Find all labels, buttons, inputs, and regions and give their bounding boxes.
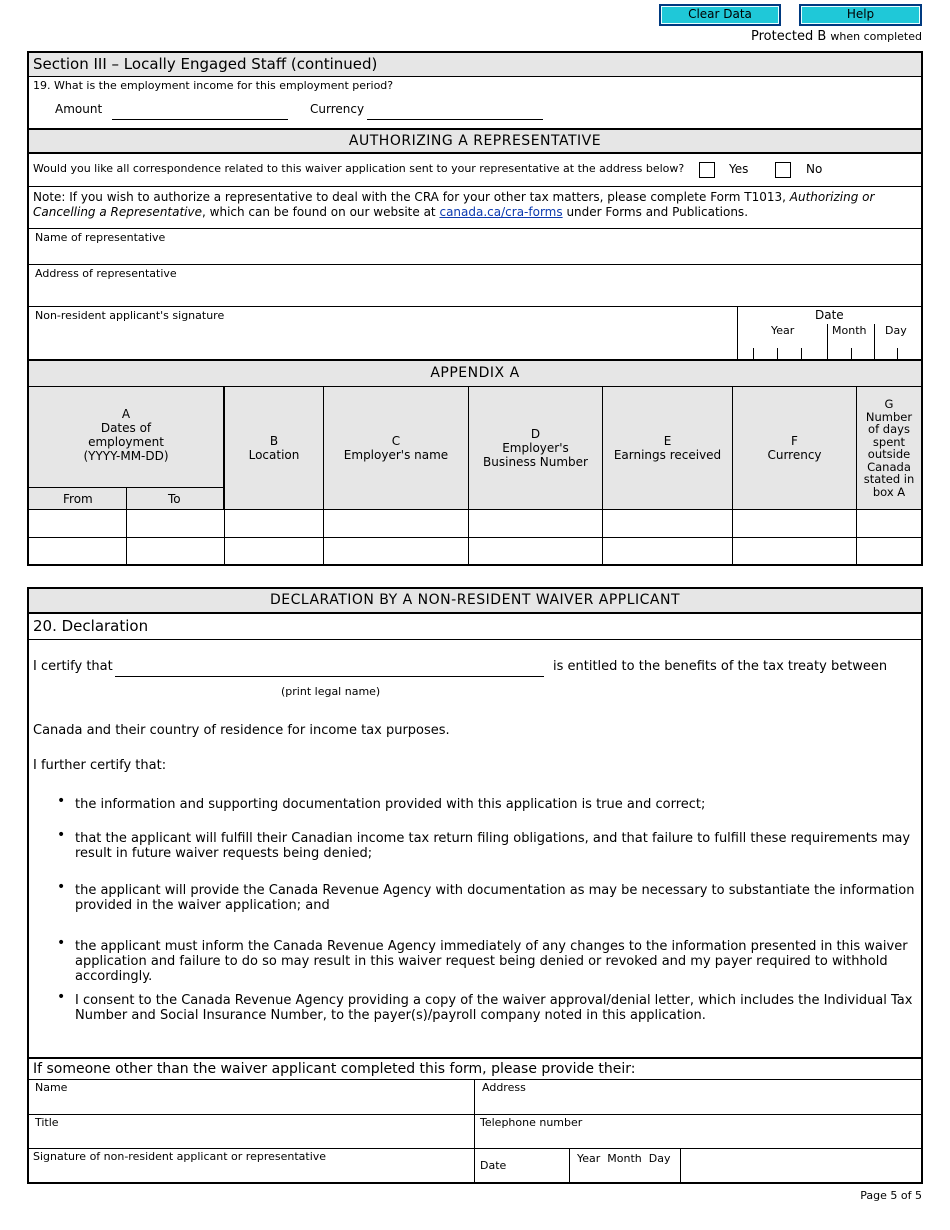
col-c-title: Employer's name xyxy=(343,448,449,462)
col-f-title: Currency xyxy=(767,448,822,462)
declaration-heading: DECLARATION BY A NON-RESIDENT WAIVER APPLICANT xyxy=(269,592,681,608)
from-cell[interactable] xyxy=(29,538,127,564)
date-input[interactable] xyxy=(737,346,921,360)
currency-input[interactable] xyxy=(367,119,543,120)
month-label: Month xyxy=(832,324,867,337)
days-cell[interactable] xyxy=(857,510,921,537)
earnings-cell[interactable] xyxy=(603,510,733,537)
final-signature-row xyxy=(29,1149,921,1184)
col-a-title: Dates of employment (YYYY-MM-DD) xyxy=(83,421,169,463)
final-date-input[interactable] xyxy=(682,1149,921,1184)
col-d-header xyxy=(469,387,603,509)
other-address-label: Address xyxy=(482,1081,526,1094)
authorize-header xyxy=(29,129,921,153)
bullet-3: • xyxy=(57,879,66,895)
appendix-table xyxy=(29,387,921,564)
to-cell[interactable] xyxy=(127,510,225,537)
protected-label: Protected B xyxy=(751,29,827,44)
yes-label: Yes xyxy=(729,162,749,176)
business-number-cell[interactable] xyxy=(469,510,603,537)
date-label: Date xyxy=(815,308,844,322)
table-row xyxy=(29,538,921,564)
protected-b-label xyxy=(751,29,922,44)
note-mid: , which can be found on our website at xyxy=(202,205,436,219)
certify-prefix: I certify that xyxy=(33,659,113,674)
bullet-5: • xyxy=(57,989,66,1005)
col-b-letter: B xyxy=(269,434,279,448)
bullet-text-5: I consent to the Canada Revenue Agency providing a copy of the waiver approval/denial letter, which includes the Individual Tax Number and Social Insurance Number, to the payer(s)/payroll company noted in this application. xyxy=(75,993,913,1023)
clear-data-button[interactable]: Clear Data xyxy=(659,4,781,26)
bullet-1: • xyxy=(57,793,66,809)
appendix-heading: APPENDIX A xyxy=(430,365,520,381)
note-prefix: Note: If you wish to authorize a representative to deal with the CRA for your other tax matters, please complete Form T1013, xyxy=(33,190,786,204)
col-d-title: Employer's Business Number xyxy=(483,441,588,469)
print-name-label: (print legal name) xyxy=(281,685,381,698)
section3-box xyxy=(27,51,923,566)
to-cell[interactable] xyxy=(127,538,225,564)
correspondence-question: Would you like all correspondence related to this waiver application sent to your representative at the address below? xyxy=(33,162,685,175)
correspondence-row xyxy=(29,153,921,187)
to-label: To xyxy=(168,492,181,506)
certify-line2: Canada and their country of residence for income tax purposes. xyxy=(33,723,450,738)
currency-label: Currency xyxy=(310,102,365,116)
bullet-2: • xyxy=(57,827,66,843)
other-title-field[interactable] xyxy=(29,1115,475,1148)
employer-name-cell[interactable] xyxy=(324,538,469,564)
cra-forms-link[interactable]: canada.ca/cra-forms xyxy=(439,205,563,219)
section3-title: Section III – Locally Engaged Staff (continued) xyxy=(33,55,378,73)
from-label: From xyxy=(63,492,93,506)
authorize-heading: AUTHORIZING A REPRESENTATIVE xyxy=(348,133,602,149)
other-name-label: Name xyxy=(35,1081,68,1094)
help-button[interactable]: Help xyxy=(799,4,922,26)
no-label: No xyxy=(806,162,823,176)
signature-label: Non-resident applicant's signature xyxy=(35,309,225,322)
no-checkbox[interactable] xyxy=(775,162,791,178)
other-title-label: Title xyxy=(35,1116,59,1129)
amount-input[interactable] xyxy=(112,119,288,120)
col-g-header xyxy=(857,387,921,509)
protected-suffix: when completed xyxy=(830,30,922,43)
bullet-text-4: the applicant must inform the Canada Revenue Agency immediately of any changes to the information presented in this waiver application and failure to do so may result in this waiver request being denied or revoked and my payer required to withhold accordingly. xyxy=(75,939,908,984)
note-suffix: under Forms and Publications. xyxy=(566,205,749,219)
other-telephone-field[interactable] xyxy=(476,1115,921,1148)
final-date-label-cell xyxy=(476,1149,570,1184)
certify-suffix: is entitled to the benefits of the tax treaty between xyxy=(553,659,888,674)
note-text xyxy=(33,190,917,220)
name-address-row xyxy=(29,1080,921,1115)
earnings-cell[interactable] xyxy=(603,538,733,564)
declaration-header xyxy=(29,589,921,613)
business-number-cell[interactable] xyxy=(469,538,603,564)
final-ymd-label: Year Month Day xyxy=(577,1152,671,1165)
other-person-row xyxy=(29,1058,921,1080)
other-address-field[interactable] xyxy=(476,1080,921,1114)
declaration-title-row xyxy=(29,613,921,640)
day-label: Day xyxy=(885,324,907,337)
declaration-title: 20. Declaration xyxy=(33,617,149,635)
col-f-header xyxy=(733,387,857,509)
other-telephone-label: Telephone number xyxy=(480,1116,583,1129)
final-date-label: Date xyxy=(480,1159,507,1172)
note-form-name: Authorizing or Cancelling a Representative xyxy=(33,190,875,219)
col-d-letter: D xyxy=(530,427,541,441)
col-g-letter: G xyxy=(884,397,894,411)
other-person-heading: If someone other than the waiver applicant completed this form, please provide their: xyxy=(33,1061,636,1077)
bullet-text-2: that the applicant will fulfill their Canadian income tax return filing obligations, and that failure to fulfill these requirements may result in future waiver requests being denied; xyxy=(75,831,911,861)
q19-text: 19. What is the employment income for this employment period? xyxy=(33,79,394,92)
title-telephone-row xyxy=(29,1115,921,1149)
note-row xyxy=(29,187,921,229)
location-cell[interactable] xyxy=(225,510,324,537)
declaration-body xyxy=(29,640,921,1058)
currency-cell[interactable] xyxy=(733,538,857,564)
col-c-header xyxy=(324,387,469,509)
rep-name-field[interactable] xyxy=(29,229,921,265)
q19-row xyxy=(29,77,921,129)
employer-name-cell[interactable] xyxy=(324,510,469,537)
bullet-text-3: the applicant will provide the Canada Revenue Agency with documentation as may be necessary to substantiate the information provided in the waiver application; and xyxy=(75,883,915,913)
from-cell[interactable] xyxy=(29,510,127,537)
rep-address-field[interactable] xyxy=(29,265,921,307)
col-b-header xyxy=(225,387,324,509)
rep-address-label: Address of representative xyxy=(35,267,177,280)
legal-name-input[interactable] xyxy=(115,676,544,677)
bullet-text-1: the information and supporting documentation provided with this application is true and correct; xyxy=(75,797,706,812)
signature-row xyxy=(29,307,921,360)
col-e-letter: E xyxy=(663,434,672,448)
col-c-letter: C xyxy=(391,434,401,448)
location-cell[interactable] xyxy=(225,538,324,564)
col-b-title: Location xyxy=(248,448,300,462)
days-cell[interactable] xyxy=(857,538,921,564)
rep-name-label: Name of representative xyxy=(35,231,166,244)
year-label: Year xyxy=(771,324,795,337)
page-number: Page 5 of 5 xyxy=(860,1189,922,1202)
col-g-title: Number of days spent outside Canada stated in box A xyxy=(863,409,915,499)
amount-label: Amount xyxy=(55,102,103,116)
final-signature-label: Signature of non-resident applicant or representative xyxy=(33,1150,327,1163)
table-row xyxy=(29,510,921,538)
col-e-header xyxy=(603,387,733,509)
declaration-box xyxy=(27,587,923,1184)
col-a-subheader xyxy=(29,487,223,509)
appendix-header xyxy=(29,360,921,387)
bullet-4: • xyxy=(57,935,66,951)
further-certify: I further certify that: xyxy=(33,758,167,773)
currency-cell[interactable] xyxy=(733,510,857,537)
final-ymd-cell xyxy=(571,1149,681,1184)
section3-header xyxy=(29,53,921,77)
final-signature-field[interactable] xyxy=(29,1149,475,1184)
other-name-field[interactable] xyxy=(29,1080,475,1114)
col-f-letter: F xyxy=(791,434,798,448)
yes-checkbox[interactable] xyxy=(699,162,715,178)
col-a-header xyxy=(29,387,225,509)
col-e-title: Earnings received xyxy=(613,448,722,462)
col-a-letter: A xyxy=(121,407,131,421)
